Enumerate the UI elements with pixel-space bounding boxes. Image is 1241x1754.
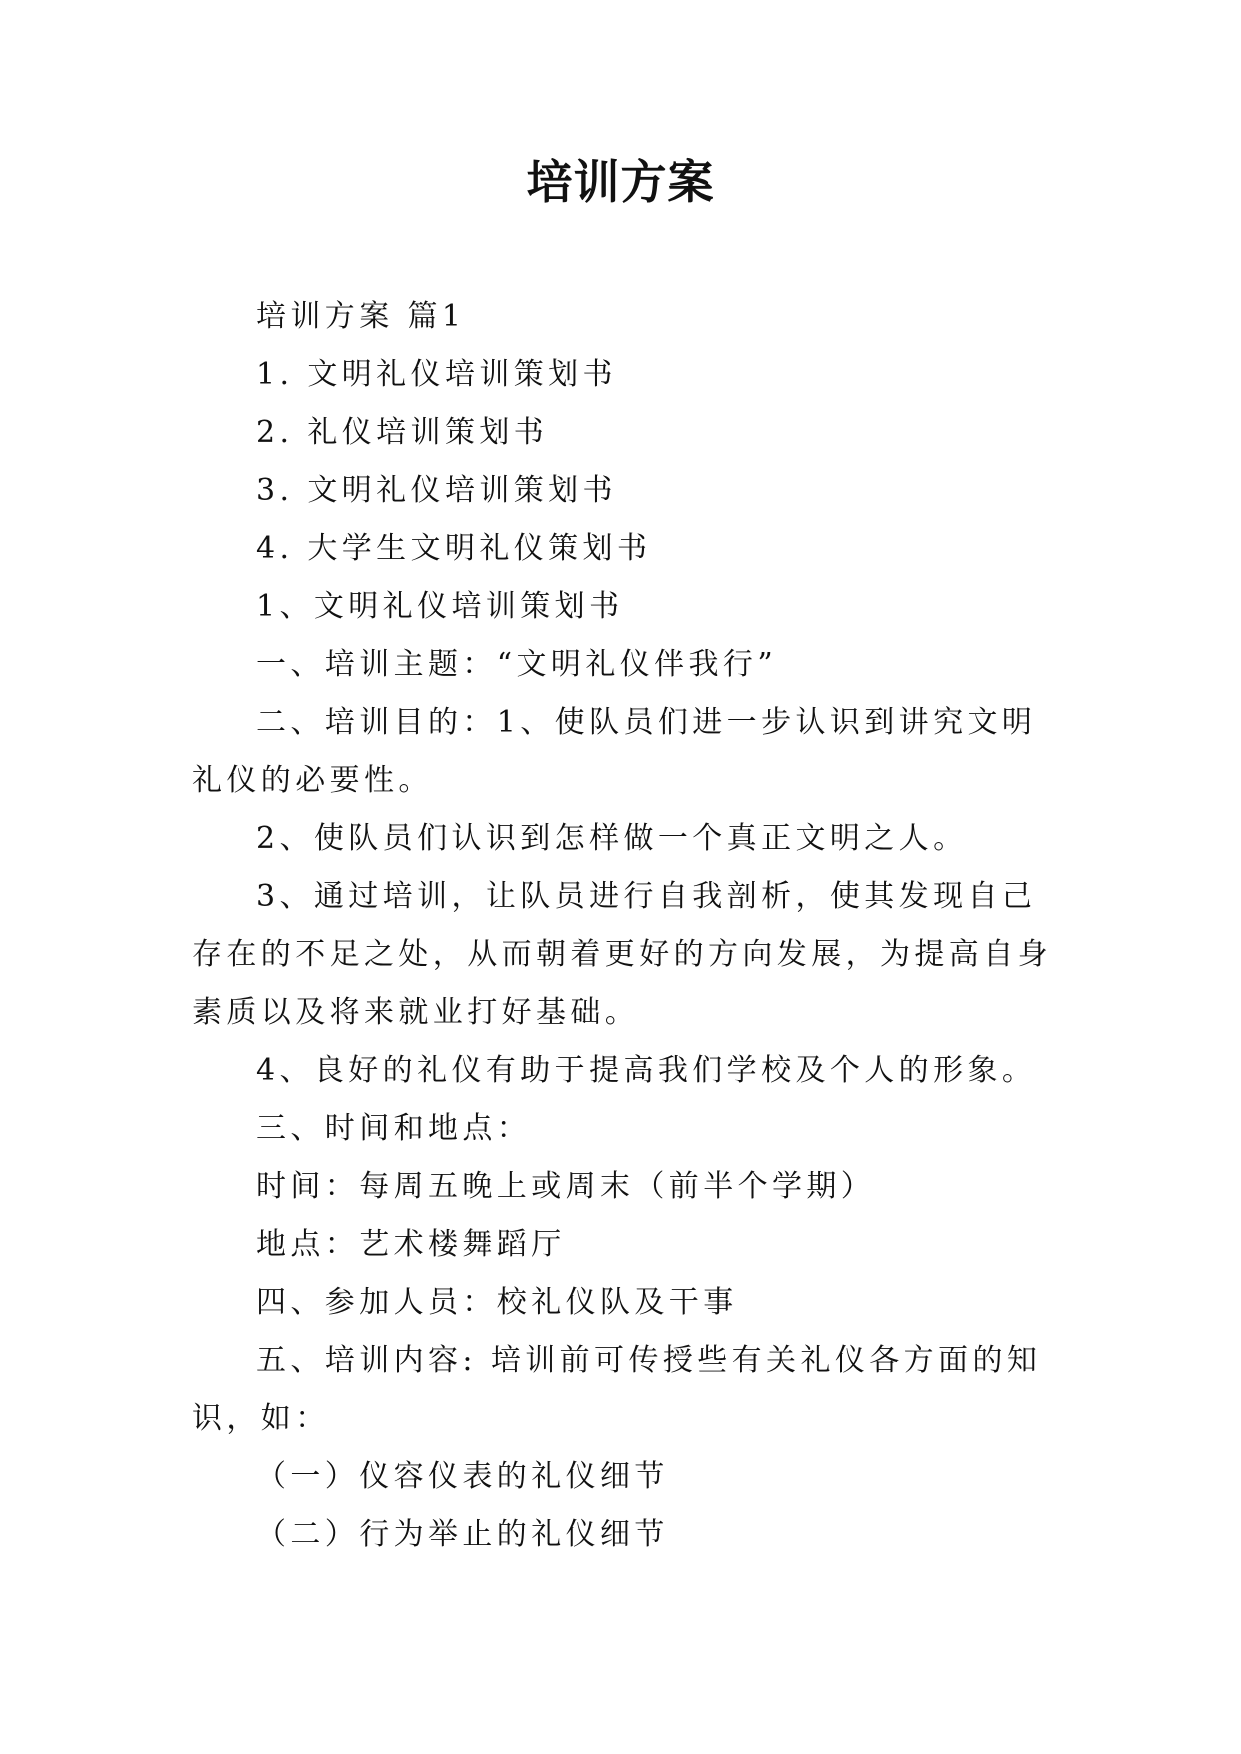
toc-item-4: 4. 大学生文明礼仪策划书 <box>256 531 652 566</box>
paragraph-purpose: 二、培训目的：1、使队员们进一步认识到讲究文明礼仪的必要性。 <box>192 705 1037 798</box>
paragraph-purpose-4: 4、良好的礼仪有助于提高我们学校及个人的形象。 <box>256 1053 1037 1088</box>
toc-item-2: 2. 礼仪培训策划书 <box>256 415 549 450</box>
list-item-behavior: （二）行为举止的礼仪细节 <box>256 1517 669 1552</box>
paragraph-place: 地点：艺术楼舞蹈厅 <box>256 1227 566 1262</box>
paragraph-participants: 四、参加人员：校礼仪队及干事 <box>256 1285 738 1320</box>
subsection-heading: 1、文明礼仪培训策划书 <box>256 589 624 624</box>
page-title: 培训方案 <box>526 155 715 209</box>
paragraph-content: 五、培训内容: 培训前可传授些有关礼仪各方面的知识，如： <box>192 1343 1042 1436</box>
paragraph-time-place: 三、时间和地点： <box>256 1111 532 1146</box>
section-heading: 培训方案 篇1 <box>256 299 466 334</box>
toc-item-3: 3. 文明礼仪培训策划书 <box>256 473 617 508</box>
paragraph-purpose-2: 2、使队员们认识到怎样做一个真正文明之人。 <box>256 821 968 856</box>
toc-item-1: 1. 文明礼仪培训策划书 <box>256 357 617 392</box>
paragraph-theme: 一、培训主题：“文明礼仪伴我行” <box>256 647 778 682</box>
list-item-appearance: （一）仪容仪表的礼仪细节 <box>256 1459 669 1494</box>
paragraph-time: 时间：每周五晚上或周末（前半个学期） <box>256 1169 876 1204</box>
document-body <box>192 288 1062 1564</box>
paragraph-purpose-3: 3、通过培训，让队员进行自我剖析，使其发现自己存在的不足之处，从而朝着更好的方向发展，为提高自身素质以及将来就业打好基础。 <box>192 879 1052 1030</box>
